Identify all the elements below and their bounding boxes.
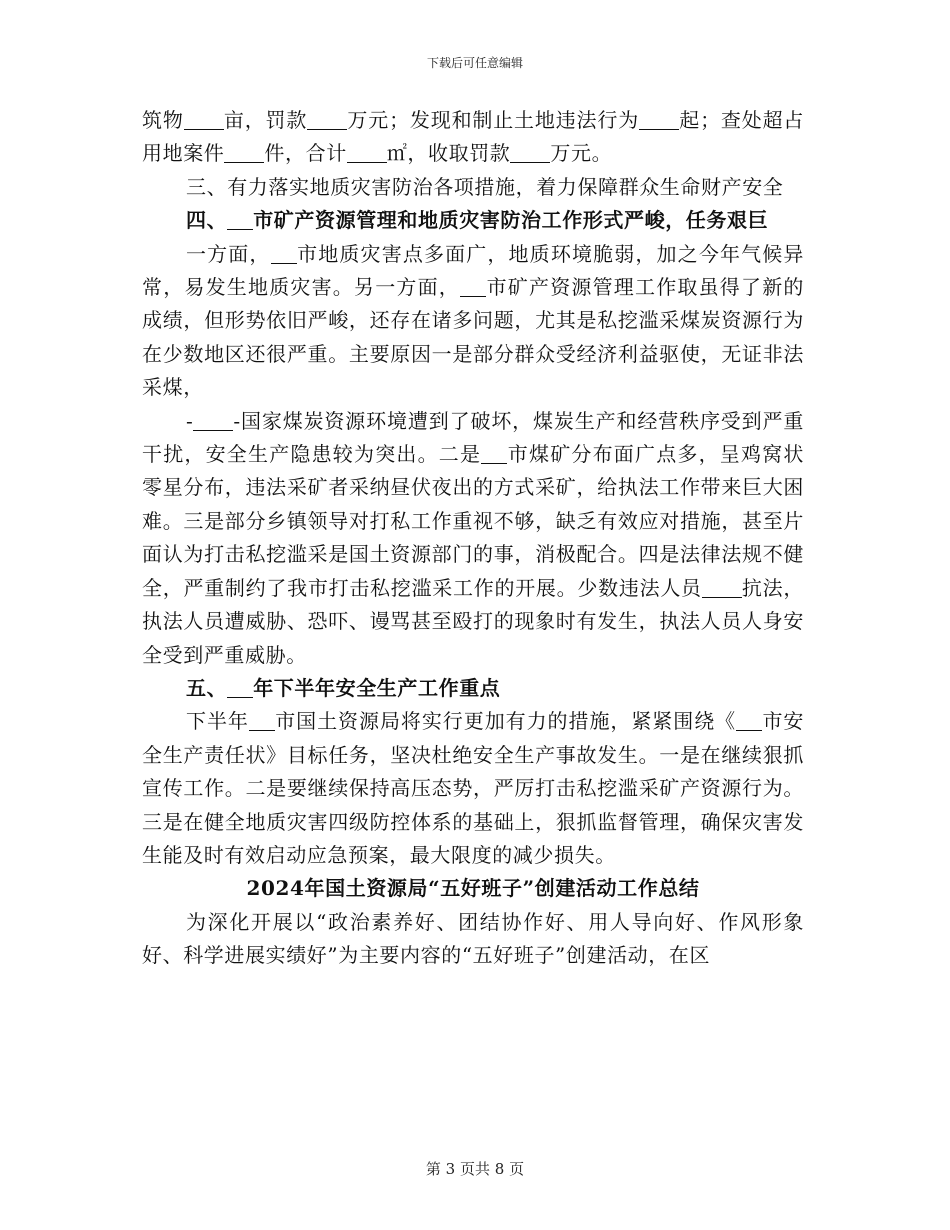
paragraph-statistics: 筑物 亩，罚款 万元；发现和制止土地违法行为 起；查处超占用地案件 件，合计 ㎡，收取罚款 万元。 [142, 108, 804, 166]
paragraph-situation: 一方面， 市地质灾害点多面广，地质环境脆弱，加之今年气候异常，易发生地质灾害。另一方面， 市矿产资源管理工作取虽得了新的成绩，但形势依旧严峻，还存在诸多问题，尤其是私挖滥采煤炭资源行为在少数地区还很严重。主要原因一是部分群众受经济利益驱使，无证非法采煤， [142, 241, 804, 400]
blank-field [736, 710, 762, 731]
page-header: 下载后可任意编辑 [426, 56, 523, 70]
blank-field [227, 209, 253, 230]
blank-field [184, 109, 224, 130]
blank-field [460, 276, 486, 297]
blank-field [347, 142, 387, 163]
blank-field [227, 677, 253, 698]
blank-field [307, 109, 347, 130]
paragraph-plan: 下半年 市国土资源局将实行更加有力的措施，紧紧围绕《 市安全生产责任状》目标任务，坚决杜绝安全生产事故发生。一是在继续狠抓宣传工作。二是要继续保持高压态势，严厉打击私挖滥采矿产资源行为。三是在健全地质灾害四级防控体系的基础上，狠抓监督管理，确保灾害发生能及时有效启动应急预案，最大限度的减少损失。 [142, 709, 804, 867]
blank-field [193, 410, 233, 431]
page-footer: 第 3 页共 8 页 [425, 1160, 525, 1178]
blank-field [510, 142, 550, 163]
blank-field [702, 577, 742, 598]
blank-field [639, 109, 679, 130]
paragraph-causes: - -国家煤炭资源环境遭到了破坏，煤炭生产和经营秩序受到严重干扰，安全生产隐患较为突出。二是 市煤矿分布面广点多，呈鸡窝状零星分布，违法采矿者采纳昼伏夜出的方式采矿，给执法工作带来巨大困难。三是部分乡镇领导对打私工作重视不够，缺乏有效应对措施，甚至片面认为打击私挖滥采是国土资源部门的事，消极配合。四是法律法规不健全，严重制约了我市打击私挖滥采工作的开展。少数违法人员 抗法，执法人员遭威胁、恐吓、谩骂甚至殴打的现象时有发生，执法人员人身安全受到严重威胁。 [142, 408, 804, 667]
blank-field [271, 243, 297, 264]
blank-field [249, 710, 275, 731]
paragraph-intro: 为深化开展以“政治素养好、团结协作好、用人导向好、作风形象好、科学进展实绩好”为主要内容的“五好班子”创建活动，在区 [142, 909, 804, 968]
document-title: 2024年国土资源局“五好班子”创建活动工作总结 [246, 876, 700, 901]
blank-field [224, 142, 264, 163]
section-four-heading: 四、 市矿产资源管理和地质灾害防治工作形式严峻，任务艰巨 [186, 208, 769, 233]
document-body [142, 104, 804, 973]
blank-field [481, 443, 507, 464]
section-three-heading: 三、有力落实地质灾害防治各项措施，着力保障群众生命财产安全 [186, 174, 784, 199]
section-five-heading: 五、 年下半年安全生产工作重点 [186, 675, 501, 700]
